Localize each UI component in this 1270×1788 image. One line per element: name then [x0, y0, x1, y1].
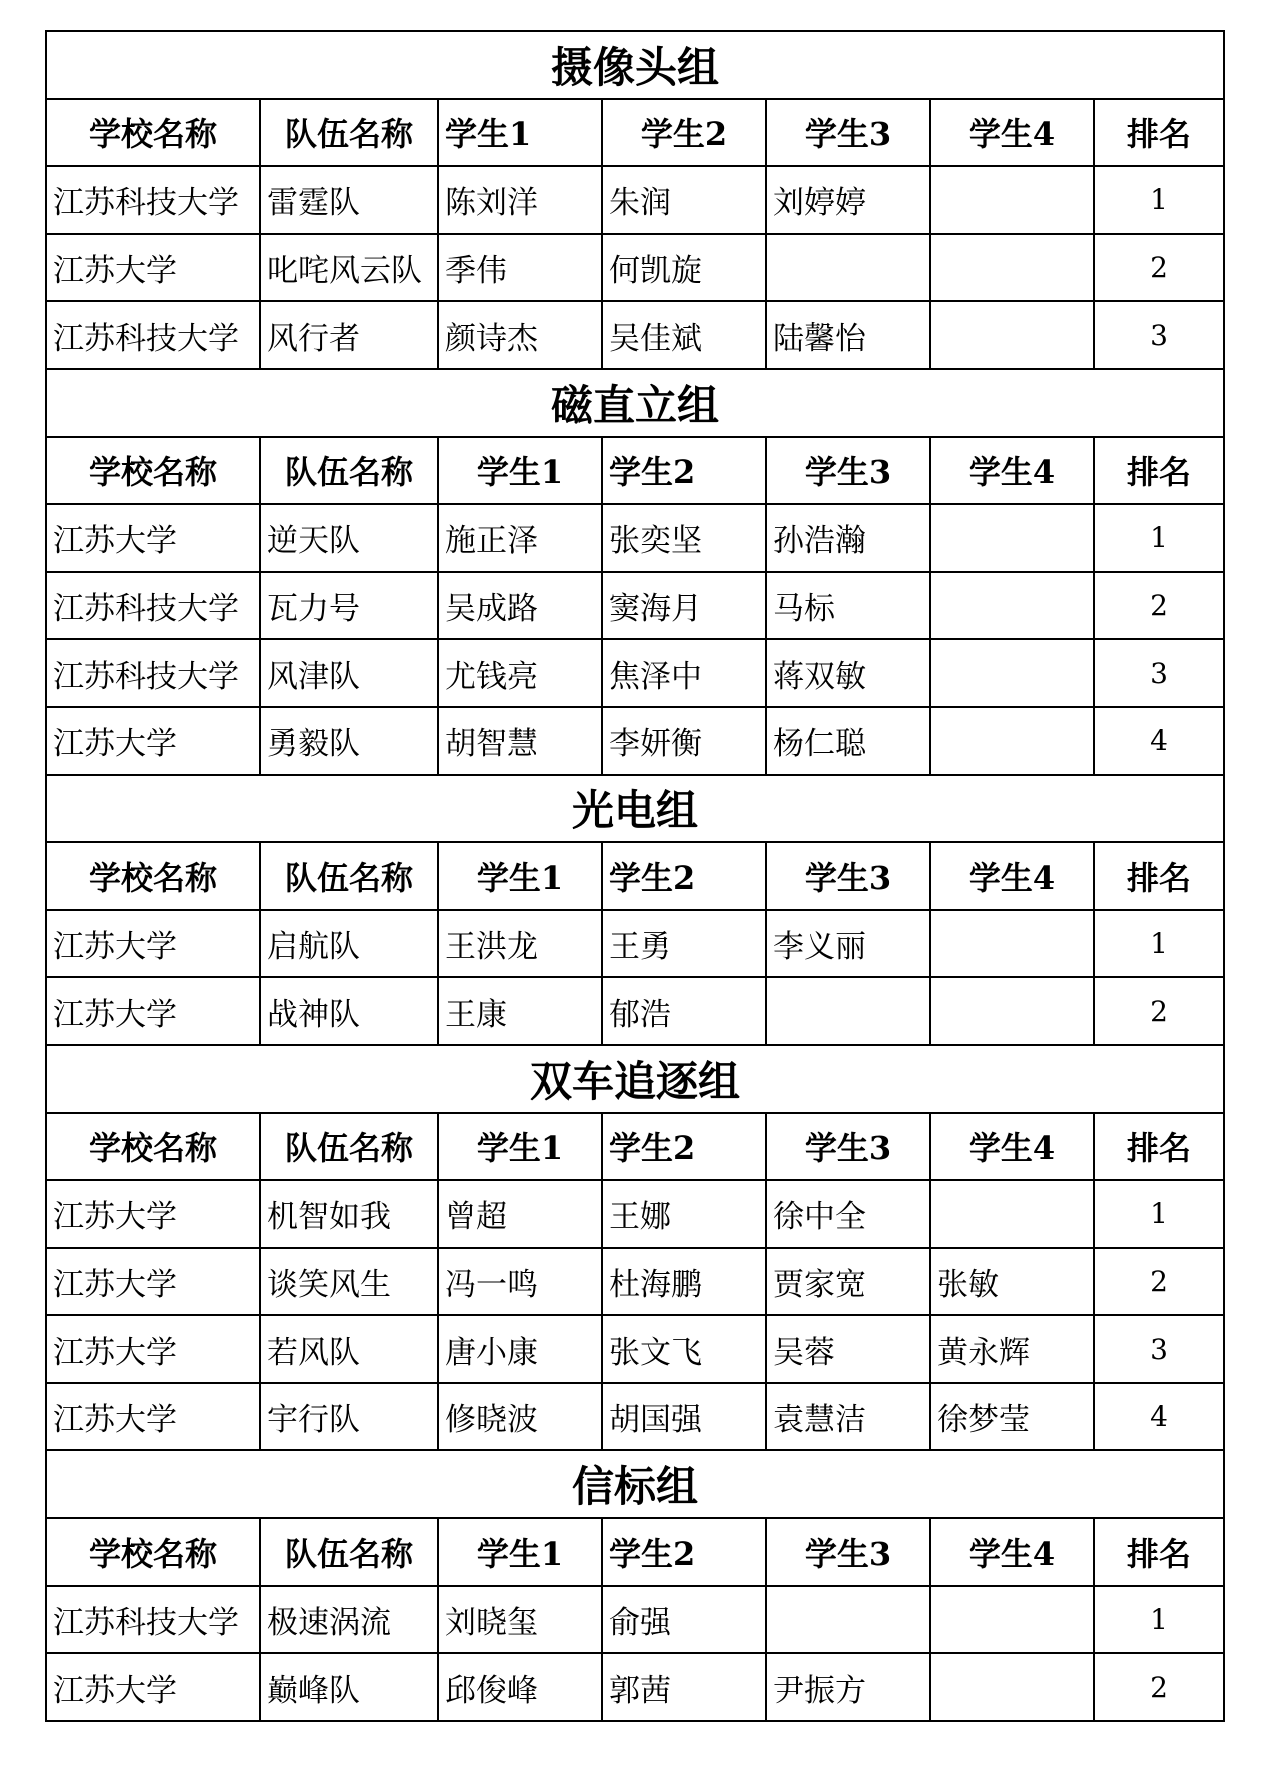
cell-team: 勇毅队 — [260, 707, 438, 775]
cell-student-2: 何凯旋 — [602, 234, 766, 302]
column-header-student-1: 学生1 — [438, 1113, 602, 1181]
column-header-student-2: 学生2 — [602, 842, 766, 910]
header-row — [46, 437, 1224, 505]
column-header-student-4: 学生4 — [930, 437, 1094, 505]
section-title: 摄像头组 — [46, 31, 1224, 99]
column-header-student-3: 学生3 — [766, 437, 930, 505]
cell-student-3: 徐中全 — [766, 1180, 930, 1248]
cell-student-4 — [930, 234, 1094, 302]
cell-student-1: 刘晓玺 — [438, 1586, 602, 1654]
column-header-team: 队伍名称 — [260, 1518, 438, 1586]
column-header-team: 队伍名称 — [260, 437, 438, 505]
cell-team: 宇行队 — [260, 1383, 438, 1451]
table-row — [46, 1586, 1224, 1654]
table-row — [46, 504, 1224, 572]
column-header-student-4: 学生4 — [930, 1518, 1094, 1586]
section-title-row — [46, 31, 1224, 99]
cell-rank: 2 — [1094, 1248, 1224, 1316]
section-title: 信标组 — [46, 1450, 1224, 1518]
cell-student-1: 颜诗杰 — [438, 301, 602, 369]
table-row — [46, 910, 1224, 978]
cell-team: 叱咤风云队 — [260, 234, 438, 302]
cell-student-3: 蒋双敏 — [766, 639, 930, 707]
cell-student-1: 吴成路 — [438, 572, 602, 640]
cell-student-3: 陆馨怡 — [766, 301, 930, 369]
table-row — [46, 1383, 1224, 1451]
column-header-rank: 排名 — [1094, 842, 1224, 910]
column-header-school: 学校名称 — [46, 842, 260, 910]
cell-student-4: 徐梦莹 — [930, 1383, 1094, 1451]
cell-student-3: 袁慧洁 — [766, 1383, 930, 1451]
cell-rank: 1 — [1094, 910, 1224, 978]
section-title: 双车追逐组 — [46, 1045, 1224, 1113]
table-row — [46, 1653, 1224, 1721]
cell-rank: 2 — [1094, 1653, 1224, 1721]
cell-student-1: 陈刘洋 — [438, 166, 602, 234]
cell-student-2: 郁浩 — [602, 977, 766, 1045]
cell-team: 战神队 — [260, 977, 438, 1045]
cell-school: 江苏大学 — [46, 504, 260, 572]
cell-team: 逆天队 — [260, 504, 438, 572]
cell-school: 江苏大学 — [46, 1653, 260, 1721]
table-row — [46, 1248, 1224, 1316]
section-title-row — [46, 775, 1224, 843]
cell-student-1: 施正泽 — [438, 504, 602, 572]
cell-student-2: 李妍衡 — [602, 707, 766, 775]
column-header-student-4: 学生4 — [930, 1113, 1094, 1181]
section-title: 光电组 — [46, 775, 1224, 843]
cell-school: 江苏大学 — [46, 1180, 260, 1248]
cell-school: 江苏大学 — [46, 1383, 260, 1451]
cell-student-4 — [930, 1653, 1094, 1721]
section-title: 磁直立组 — [46, 369, 1224, 437]
cell-student-4: 黄永辉 — [930, 1315, 1094, 1383]
cell-rank: 2 — [1094, 572, 1224, 640]
cell-student-3: 尹振方 — [766, 1653, 930, 1721]
section-title-row — [46, 369, 1224, 437]
cell-student-3: 孙浩瀚 — [766, 504, 930, 572]
table-row — [46, 1180, 1224, 1248]
column-header-school: 学校名称 — [46, 1113, 260, 1181]
cell-student-3: 马标 — [766, 572, 930, 640]
column-header-rank: 排名 — [1094, 1518, 1224, 1586]
results-table — [45, 30, 1225, 1722]
table-row — [46, 301, 1224, 369]
cell-student-1: 尤钱亮 — [438, 639, 602, 707]
cell-student-2: 俞强 — [602, 1586, 766, 1654]
cell-student-1: 修晓波 — [438, 1383, 602, 1451]
cell-student-3: 贾家宽 — [766, 1248, 930, 1316]
column-header-student-3: 学生3 — [766, 1518, 930, 1586]
cell-team: 瓦力号 — [260, 572, 438, 640]
cell-student-1: 唐小康 — [438, 1315, 602, 1383]
cell-student-2: 吴佳斌 — [602, 301, 766, 369]
cell-student-1: 王康 — [438, 977, 602, 1045]
cell-school: 江苏科技大学 — [46, 166, 260, 234]
column-header-student-1: 学生1 — [438, 1518, 602, 1586]
cell-rank: 1 — [1094, 166, 1224, 234]
header-row — [46, 842, 1224, 910]
column-header-student-2: 学生2 — [602, 437, 766, 505]
cell-student-3 — [766, 1586, 930, 1654]
column-header-team: 队伍名称 — [260, 99, 438, 167]
cell-school: 江苏科技大学 — [46, 639, 260, 707]
cell-student-1: 冯一鸣 — [438, 1248, 602, 1316]
cell-school: 江苏科技大学 — [46, 301, 260, 369]
section-title-row — [46, 1045, 1224, 1113]
cell-student-1: 季伟 — [438, 234, 602, 302]
table-row — [46, 572, 1224, 640]
cell-student-4 — [930, 639, 1094, 707]
column-header-student-4: 学生4 — [930, 99, 1094, 167]
table-row — [46, 234, 1224, 302]
column-header-rank: 排名 — [1094, 99, 1224, 167]
column-header-student-2: 学生2 — [602, 99, 766, 167]
cell-student-4 — [930, 301, 1094, 369]
cell-student-4 — [930, 572, 1094, 640]
cell-rank: 4 — [1094, 707, 1224, 775]
cell-rank: 1 — [1094, 504, 1224, 572]
column-header-student-1: 学生1 — [438, 842, 602, 910]
cell-student-4 — [930, 707, 1094, 775]
cell-team: 巅峰队 — [260, 1653, 438, 1721]
column-header-team: 队伍名称 — [260, 842, 438, 910]
cell-team: 极速涡流 — [260, 1586, 438, 1654]
cell-student-4 — [930, 910, 1094, 978]
cell-rank: 3 — [1094, 1315, 1224, 1383]
cell-team: 风津队 — [260, 639, 438, 707]
column-header-school: 学校名称 — [46, 99, 260, 167]
column-header-student-1: 学生1 — [438, 99, 602, 167]
cell-school: 江苏科技大学 — [46, 1586, 260, 1654]
header-row — [46, 1518, 1224, 1586]
cell-student-3: 吴蓉 — [766, 1315, 930, 1383]
cell-school: 江苏大学 — [46, 910, 260, 978]
cell-student-2: 朱润 — [602, 166, 766, 234]
column-header-student-3: 学生3 — [766, 842, 930, 910]
cell-rank: 2 — [1094, 977, 1224, 1045]
cell-student-1: 曾超 — [438, 1180, 602, 1248]
column-header-student-2: 学生2 — [602, 1518, 766, 1586]
table-row — [46, 166, 1224, 234]
cell-student-2: 张奕坚 — [602, 504, 766, 572]
cell-student-4 — [930, 504, 1094, 572]
section-title-row — [46, 1450, 1224, 1518]
cell-student-2: 王勇 — [602, 910, 766, 978]
cell-student-4 — [930, 1180, 1094, 1248]
cell-student-3: 李义丽 — [766, 910, 930, 978]
cell-student-4: 张敏 — [930, 1248, 1094, 1316]
column-header-student-4: 学生4 — [930, 842, 1094, 910]
cell-school: 江苏大学 — [46, 234, 260, 302]
header-row — [46, 99, 1224, 167]
cell-rank: 3 — [1094, 301, 1224, 369]
cell-rank: 4 — [1094, 1383, 1224, 1451]
table-row — [46, 639, 1224, 707]
cell-team: 机智如我 — [260, 1180, 438, 1248]
cell-school: 江苏大学 — [46, 1315, 260, 1383]
cell-student-2: 窦海月 — [602, 572, 766, 640]
cell-school: 江苏科技大学 — [46, 572, 260, 640]
cell-team: 风行者 — [260, 301, 438, 369]
cell-student-4 — [930, 1586, 1094, 1654]
cell-student-2: 杜海鹏 — [602, 1248, 766, 1316]
cell-school: 江苏大学 — [46, 707, 260, 775]
cell-student-3 — [766, 234, 930, 302]
column-header-team: 队伍名称 — [260, 1113, 438, 1181]
cell-student-1: 王洪龙 — [438, 910, 602, 978]
column-header-school: 学校名称 — [46, 1518, 260, 1586]
cell-student-2: 焦泽中 — [602, 639, 766, 707]
column-header-student-3: 学生3 — [766, 99, 930, 167]
cell-rank: 2 — [1094, 234, 1224, 302]
cell-student-3: 杨仁聪 — [766, 707, 930, 775]
column-header-student-2: 学生2 — [602, 1113, 766, 1181]
cell-student-3: 刘婷婷 — [766, 166, 930, 234]
cell-student-1: 胡智慧 — [438, 707, 602, 775]
cell-student-2: 郭茜 — [602, 1653, 766, 1721]
cell-student-2: 张文飞 — [602, 1315, 766, 1383]
cell-student-4 — [930, 166, 1094, 234]
cell-team: 谈笑风生 — [260, 1248, 438, 1316]
header-row — [46, 1113, 1224, 1181]
cell-student-2: 胡国强 — [602, 1383, 766, 1451]
cell-student-2: 王娜 — [602, 1180, 766, 1248]
cell-school: 江苏大学 — [46, 1248, 260, 1316]
column-header-student-3: 学生3 — [766, 1113, 930, 1181]
cell-team: 启航队 — [260, 910, 438, 978]
column-header-rank: 排名 — [1094, 437, 1224, 505]
cell-rank: 1 — [1094, 1586, 1224, 1654]
table-row — [46, 707, 1224, 775]
table-row — [46, 1315, 1224, 1383]
cell-school: 江苏大学 — [46, 977, 260, 1045]
column-header-school: 学校名称 — [46, 437, 260, 505]
table-row — [46, 977, 1224, 1045]
cell-student-4 — [930, 977, 1094, 1045]
cell-team: 若风队 — [260, 1315, 438, 1383]
column-header-rank: 排名 — [1094, 1113, 1224, 1181]
column-header-student-1: 学生1 — [438, 437, 602, 505]
cell-rank: 3 — [1094, 639, 1224, 707]
cell-student-3 — [766, 977, 930, 1045]
cell-rank: 1 — [1094, 1180, 1224, 1248]
cell-student-1: 邱俊峰 — [438, 1653, 602, 1721]
cell-team: 雷霆队 — [260, 166, 438, 234]
